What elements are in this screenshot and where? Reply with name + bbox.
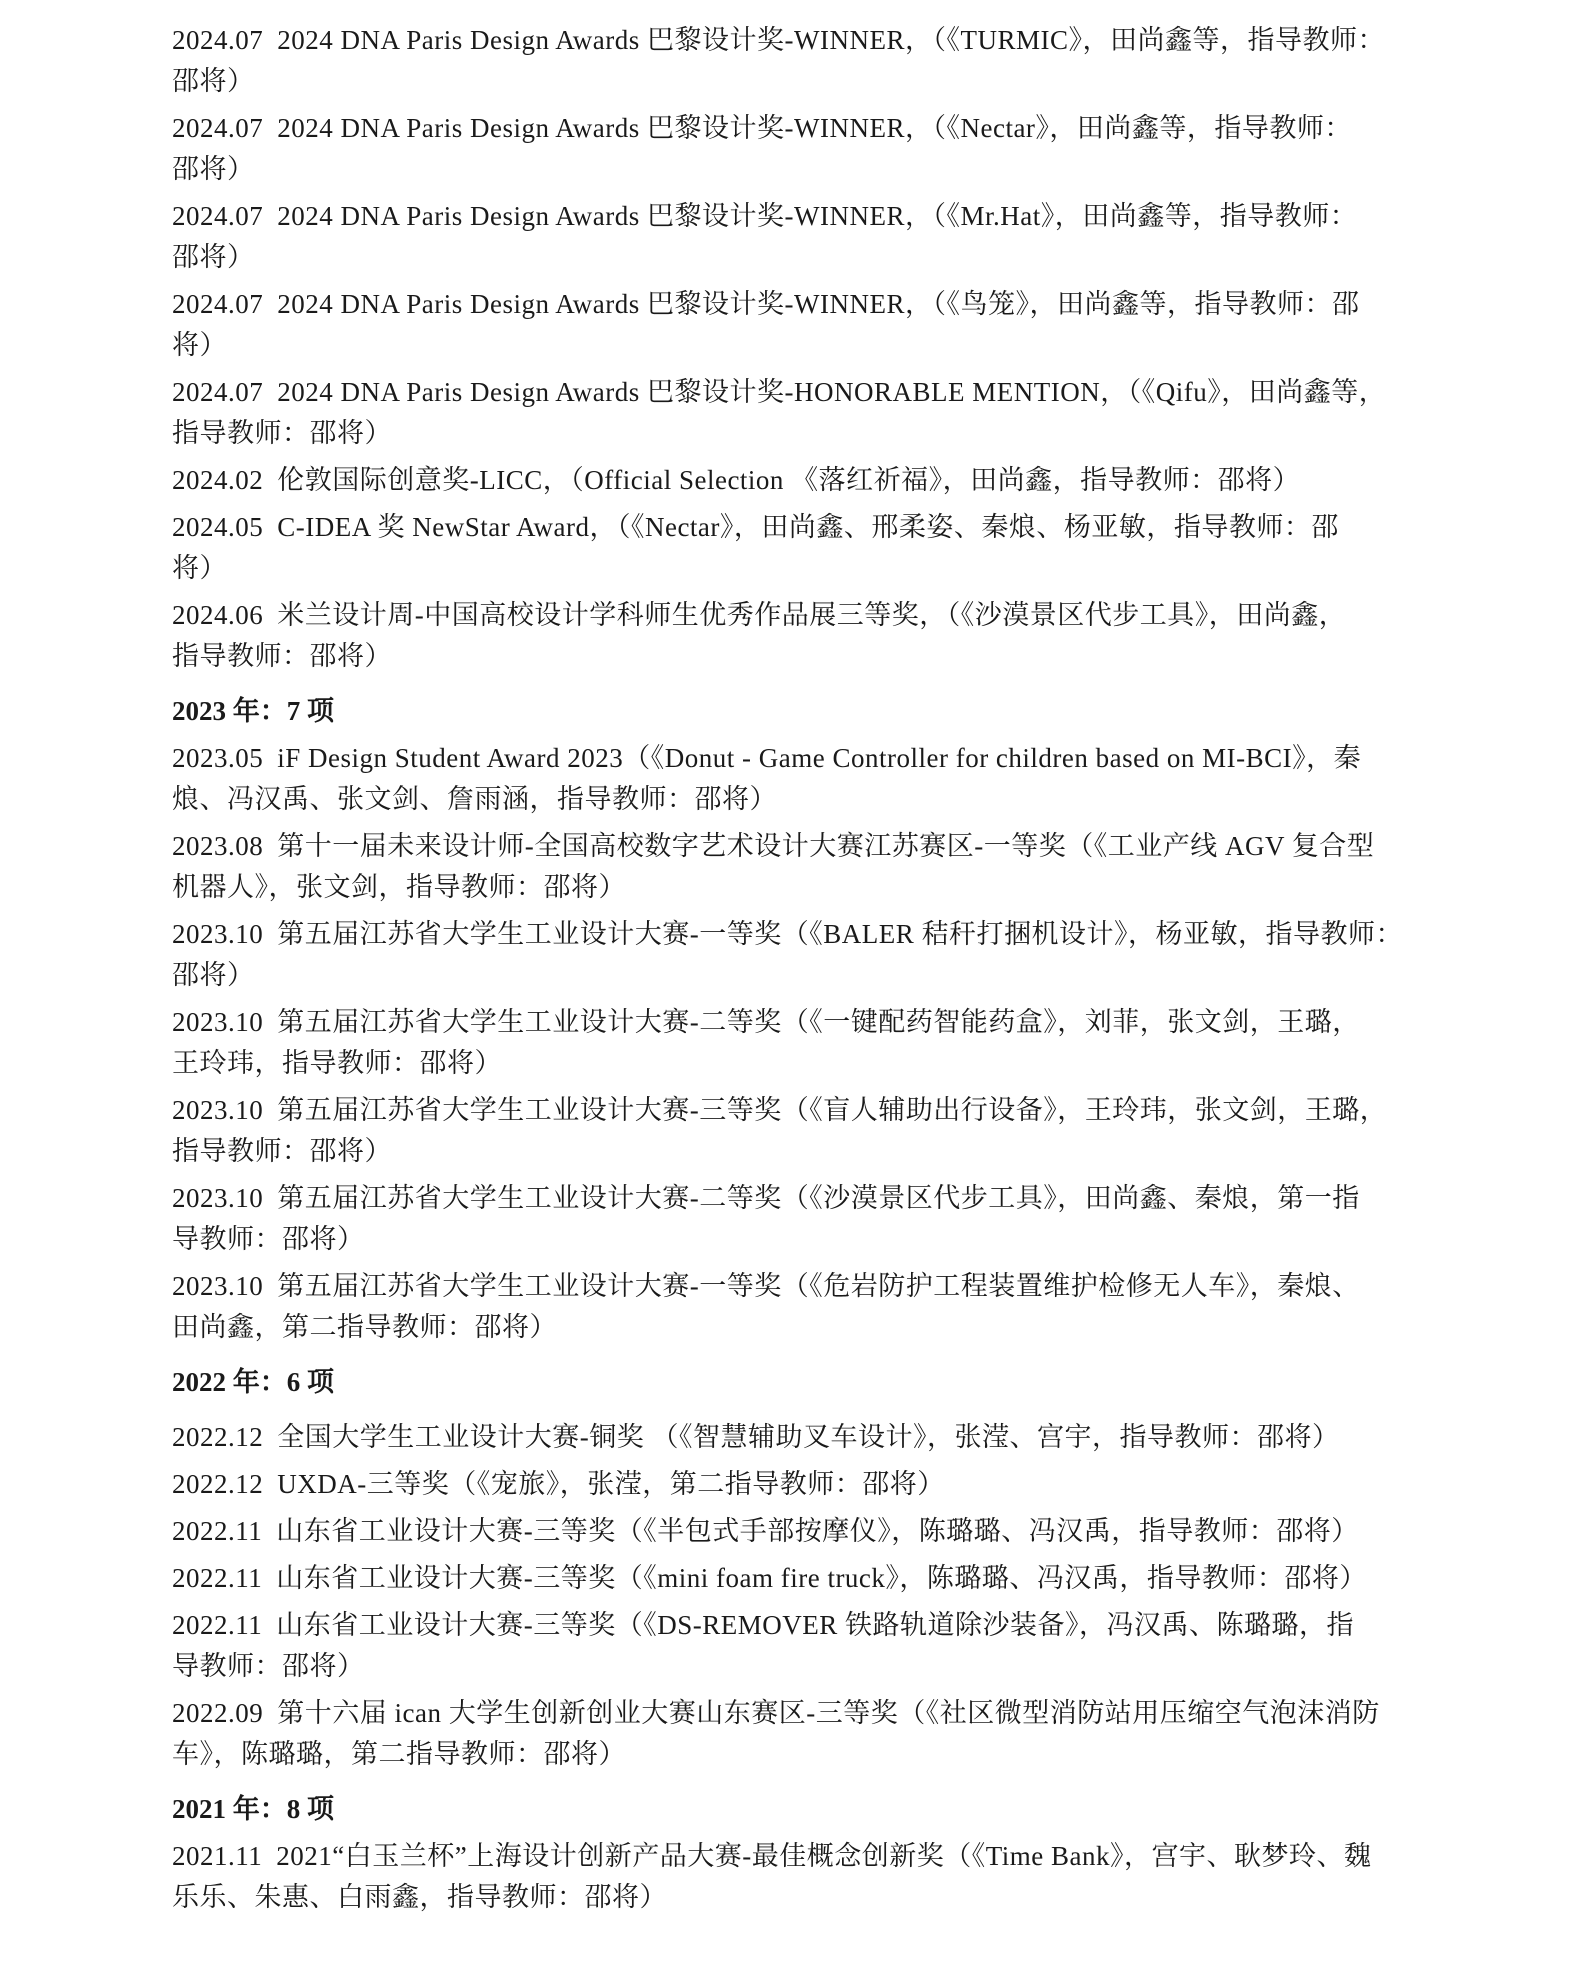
entry-text-continued: 邵将） (172, 960, 255, 990)
entry-date: 2024.05 (172, 512, 264, 542)
award-document (172, 20, 1412, 1924)
entry-text: 2024 DNA Paris Design Awards 巴黎设计奖-HONORABLE MENTION，（《Qifu》，田尚鑫等， (277, 377, 1387, 407)
section-2021 (172, 1789, 1412, 1918)
entry-date: 2024.07 (172, 289, 264, 319)
award-entry (172, 595, 1412, 677)
award-entry (172, 826, 1412, 908)
entry-text-continued: 邵将） (172, 66, 255, 96)
entry-text-continued: 导教师：邵将） (172, 1651, 365, 1681)
entry-text-continued: 邵将） (172, 242, 255, 272)
entry-date: 2023.10 (172, 1183, 264, 1213)
entry-text: 第五届江苏省大学生工业设计大赛-二等奖（《一键配药智能药盒》，刘菲，张文剑，王璐， (277, 1007, 1360, 1037)
entry-date: 2024.07 (172, 377, 264, 407)
entry-text: iF Design Student Award 2023（《Donut - Game Controller for children based on MI-BCI》，秦 (277, 743, 1362, 773)
entry-text: 2021“白玉兰杯”上海设计创新产品大赛-最佳概念创新奖（《Time Bank》，宫宇、耿梦玲、魏 (276, 1841, 1372, 1871)
entry-date: 2023.10 (172, 919, 264, 949)
award-entry (172, 738, 1412, 820)
award-entry (172, 1605, 1412, 1687)
entry-text: 伦敦国际创意奖-LICC，（Official Selection 《落红祈福》，田尚鑫，指导教师：邵将） (277, 465, 1301, 495)
entry-date: 2022.11 (172, 1516, 263, 1546)
entry-text: 第五届江苏省大学生工业设计大赛-一等奖（《BALER 秸秆打捆机设计》，杨亚敏，指导教师： (277, 919, 1403, 949)
award-entry (172, 914, 1412, 996)
award-entry (172, 1090, 1412, 1172)
award-entry (172, 1002, 1412, 1084)
award-entry (172, 1464, 1412, 1505)
entry-text-continued: 指导教师：邵将） (172, 1136, 392, 1166)
entry-text-continued: 车》，陈璐璐，第二指导教师：邵将） (172, 1739, 626, 1769)
entry-text-continued: 将） (172, 553, 227, 583)
award-entry (172, 196, 1412, 278)
entry-date: 2024.07 (172, 25, 264, 55)
entry-text: 第五届江苏省大学生工业设计大赛-二等奖（《沙漠景区代步工具》，田尚鑫、秦烺，第一指 (277, 1183, 1360, 1213)
award-entry (172, 1836, 1412, 1918)
entry-text: 2024 DNA Paris Design Awards 巴黎设计奖-WINNER，（《TURMIC》，田尚鑫等，指导教师： (277, 25, 1385, 55)
entry-date: 2024.07 (172, 201, 264, 231)
entry-date: 2024.06 (172, 600, 264, 630)
section-heading: 2022 年：6 项 (172, 1367, 334, 1397)
entry-text: 全国大学生工业设计大赛-铜奖 （《智慧辅助叉车设计》，张滢、宫宇，指导教师：邵将） (277, 1422, 1340, 1452)
entry-text: 2024 DNA Paris Design Awards 巴黎设计奖-WINNER，（《鸟笼》，田尚鑫等，指导教师：邵 (277, 289, 1360, 319)
entry-text-continued: 田尚鑫，第二指导教师：邵将） (172, 1312, 557, 1342)
award-entry (172, 1693, 1412, 1775)
section-heading: 2021 年：8 项 (172, 1794, 334, 1824)
entry-text: 2024 DNA Paris Design Awards 巴黎设计奖-WINNER，（《Nectar》，田尚鑫等，指导教师： (277, 113, 1352, 143)
award-entry (172, 284, 1412, 366)
section-2024 (172, 20, 1412, 677)
entry-text-continued: 乐乐、朱惠、白雨鑫，指导教师：邵将） (172, 1882, 667, 1912)
entry-date: 2022.11 (172, 1563, 263, 1593)
section-heading: 2023 年：7 项 (172, 696, 334, 726)
entry-date: 2022.11 (172, 1610, 263, 1640)
entry-date: 2021.11 (172, 1841, 263, 1871)
award-entry (172, 1417, 1412, 1458)
section-2023 (172, 691, 1412, 1348)
entry-date: 2022.12 (172, 1422, 264, 1452)
entry-text: 2024 DNA Paris Design Awards 巴黎设计奖-WINNER，（《Mr.Hat》，田尚鑫等，指导教师： (277, 201, 1358, 231)
entry-date: 2022.09 (172, 1698, 264, 1728)
award-entry (172, 108, 1412, 190)
entry-text-continued: 机器人》，张文剑，指导教师：邵将） (172, 872, 626, 902)
entry-text-continued: 指导教师：邵将） (172, 641, 392, 671)
entry-text: C-IDEA 奖 NewStar Award，（《Nectar》，田尚鑫、邢柔姿、秦烺、杨亚敏，指导教师：邵 (277, 512, 1339, 542)
entry-text: 第五届江苏省大学生工业设计大赛-三等奖（《盲人辅助出行设备》，王玲玮，张文剑，王璐， (277, 1095, 1388, 1125)
entry-text-continued: 导教师：邵将） (172, 1224, 365, 1254)
entry-text: UXDA-三等奖（《宠旅》，张滢，第二指导教师：邵将） (277, 1469, 945, 1499)
entry-text-continued: 指导教师：邵将） (172, 418, 392, 448)
entry-text: 第十六届 ican 大学生创新创业大赛山东赛区-三等奖（《社区微型消防站用压缩空气泡沫消防 (277, 1698, 1380, 1728)
entry-text: 第十一届未来设计师-全国高校数字艺术设计大赛江苏赛区-一等奖（《工业产线 AGV 复合型 (277, 831, 1375, 861)
award-entry (172, 507, 1412, 589)
entry-text-continued: 烺、冯汉禹、张文剑、詹雨涵，指导教师：邵将） (172, 784, 777, 814)
award-entry (172, 1511, 1412, 1552)
award-entry (172, 1266, 1412, 1348)
section-2022 (172, 1362, 1412, 1775)
award-entry (172, 20, 1412, 102)
entry-date: 2022.12 (172, 1469, 264, 1499)
entry-text: 山东省工业设计大赛-三等奖（《mini foam fire truck》，陈璐璐、冯汉禹，指导教师：邵将） (276, 1563, 1367, 1593)
award-entry (172, 372, 1412, 454)
entry-text: 第五届江苏省大学生工业设计大赛-一等奖（《危岩防护工程装置维护检修无人车》，秦烺、 (277, 1271, 1360, 1301)
award-entry (172, 460, 1412, 501)
award-entry (172, 1558, 1412, 1599)
entry-date: 2023.10 (172, 1007, 264, 1037)
entry-text-continued: 王玲玮，指导教师：邵将） (172, 1048, 502, 1078)
entry-text: 山东省工业设计大赛-三等奖（《半包式手部按摩仪》，陈璐璐、冯汉禹，指导教师：邵将） (276, 1516, 1359, 1546)
entry-text-continued: 将） (172, 330, 227, 360)
entry-date: 2023.05 (172, 743, 264, 773)
entry-date: 2024.07 (172, 113, 264, 143)
entry-text: 米兰设计周-中国高校设计学科师生优秀作品展三等奖，（《沙漠景区代步工具》，田尚鑫， (277, 600, 1347, 630)
entry-text-continued: 邵将） (172, 154, 255, 184)
entry-text: 山东省工业设计大赛-三等奖（《DS-REMOVER 铁路轨道除沙装备》，冯汉禹、陈璐璐，指 (276, 1610, 1355, 1640)
entry-date: 2023.08 (172, 831, 264, 861)
entry-date: 2023.10 (172, 1095, 264, 1125)
entry-date: 2023.10 (172, 1271, 264, 1301)
award-entry (172, 1178, 1412, 1260)
entry-date: 2024.02 (172, 465, 264, 495)
